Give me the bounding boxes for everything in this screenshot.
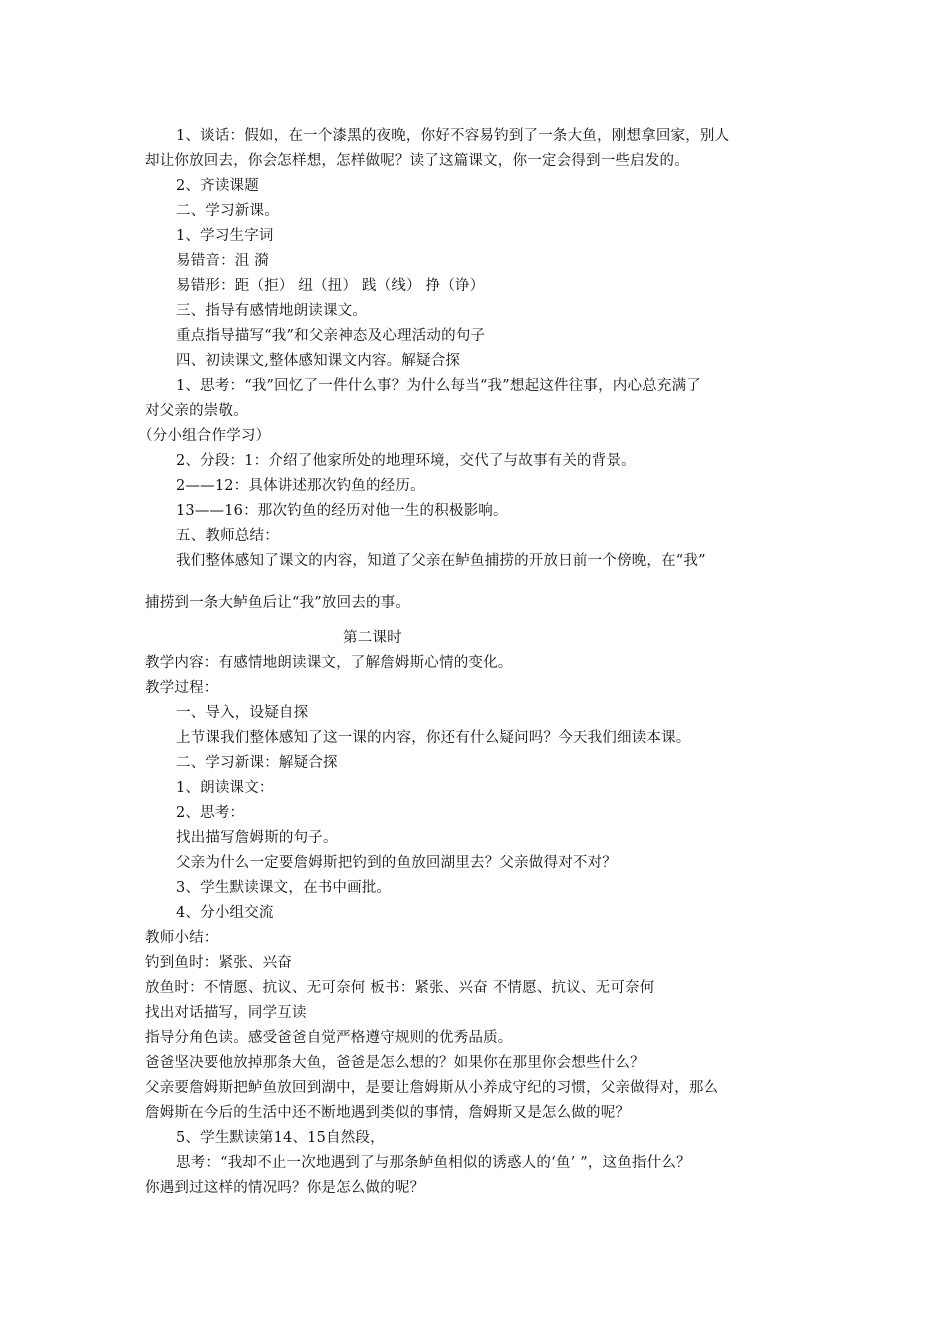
text-line: 2、分段：1：介绍了他家所处的地理环境，交代了与故事有关的背景。 (176, 453, 636, 469)
text-line: 1、思考：“我”回忆了一件什么事？为什么每当“我”想起这件往事，内心总充满了 (176, 378, 701, 394)
text-line: 上节课我们整体感知了这一课的内容，你还有什么疑问吗？今天我们细读本课。 (176, 730, 691, 746)
text-line: 找出对话描写，同学互读 (145, 1005, 307, 1021)
text-line: 却让你放回去，你会怎样想，怎样做呢？读了这篇课文，你一定会得到一些启发的。 (145, 153, 689, 169)
text-line: 找出描写詹姆斯的句子。 (176, 830, 338, 846)
text-line: 5、学生默读第14、15自然段， (176, 1130, 385, 1146)
text-line: 2、思考： (176, 805, 245, 821)
text-line: 二、学习新课。 (176, 203, 279, 219)
text-line: 指导分角色读。感受爸爸自觉严格遵守规则的优秀品质。 (145, 1030, 513, 1046)
text-line: 父亲为什么一定要詹姆斯把钓到的鱼放回湖里去？父亲做得对不对？ (176, 855, 617, 871)
text-line: 13——16：那次钓鱼的经历对他一生的积极影响。 (176, 503, 508, 519)
text-line: 教师小结： (145, 930, 219, 946)
text-line: 钓到鱼时：紧张、兴奋 (145, 955, 292, 971)
text-line: 四、初读课文,整体感知课文内容。解疑合探 (176, 353, 461, 369)
text-line: 你遇到过这样的情况吗？你是怎么做的呢？ (145, 1180, 425, 1196)
text-line: 3、学生默读课文，在书中画批。 (176, 880, 392, 896)
text-line: （分小组合作学习） (138, 428, 271, 444)
text-line: 对父亲的崇敬。 (145, 403, 248, 419)
text-line: 五、教师总结： (176, 528, 279, 544)
section-heading: 第二课时 (343, 630, 402, 646)
text-line: 詹姆斯在今后的生活中还不断地遇到类似的事情，詹姆斯又是怎么做的呢？ (145, 1105, 631, 1121)
text-line: 捕捞到一条大鲈鱼后让“我”放回去的事。 (145, 595, 411, 611)
text-line: 4、分小组交流 (176, 905, 274, 921)
text-line: 一、导入，设疑自探 (176, 705, 309, 721)
text-line: 重点指导描写“我”和父亲神态及心理活动的句子 (176, 328, 486, 344)
text-line: 父亲要詹姆斯把鲈鱼放回到湖中，是要让詹姆斯从小养成守纪的习惯，父亲做得对，那么 (145, 1080, 719, 1096)
text-line: 我们整体感知了课文的内容，知道了父亲在鲈鱼捕捞的开放日前一个傍晚，在“我” (176, 553, 706, 569)
text-line: 易错形：距（拒） 纽（扭） 践（线） 挣（诤） (176, 278, 485, 294)
text-line: 教学过程： (145, 680, 219, 696)
text-line: 教学内容：有感情地朗读课文，了解詹姆斯心情的变化。 (145, 655, 513, 671)
text-line: 1、谈话：假如，在一个漆黑的夜晚，你好不容易钓到了一条大鱼，刚想拿回家，别人 (176, 128, 730, 144)
text-line: 三、指导有感情地朗读课文。 (176, 303, 368, 319)
text-line: 二、学习新课：解疑合探 (176, 755, 338, 771)
text-line: 2——12：具体讲述那次钓鱼的经历。 (176, 478, 425, 494)
text-line: 1、朗读课文： (176, 780, 274, 796)
text-line: 爸爸坚决要他放掉那条大鱼，爸爸是怎么想的？如果你在那里你会想些什么？ (145, 1055, 645, 1071)
text-line: 易错音：沮 漪 (176, 253, 270, 269)
text-line: 放鱼时：不情愿、抗议、无可奈何 板书：紧张、兴奋 不情愿、抗议、无可奈何 (145, 980, 655, 996)
text-line: 思考：“我却不止一次地遇到了与那条鲈鱼相似的诱惑人的‘鱼’ ”，这鱼指什么？ (176, 1155, 691, 1171)
text-line: 2、齐读课题 (176, 178, 259, 194)
text-line: 1、学习生字词 (176, 228, 274, 244)
